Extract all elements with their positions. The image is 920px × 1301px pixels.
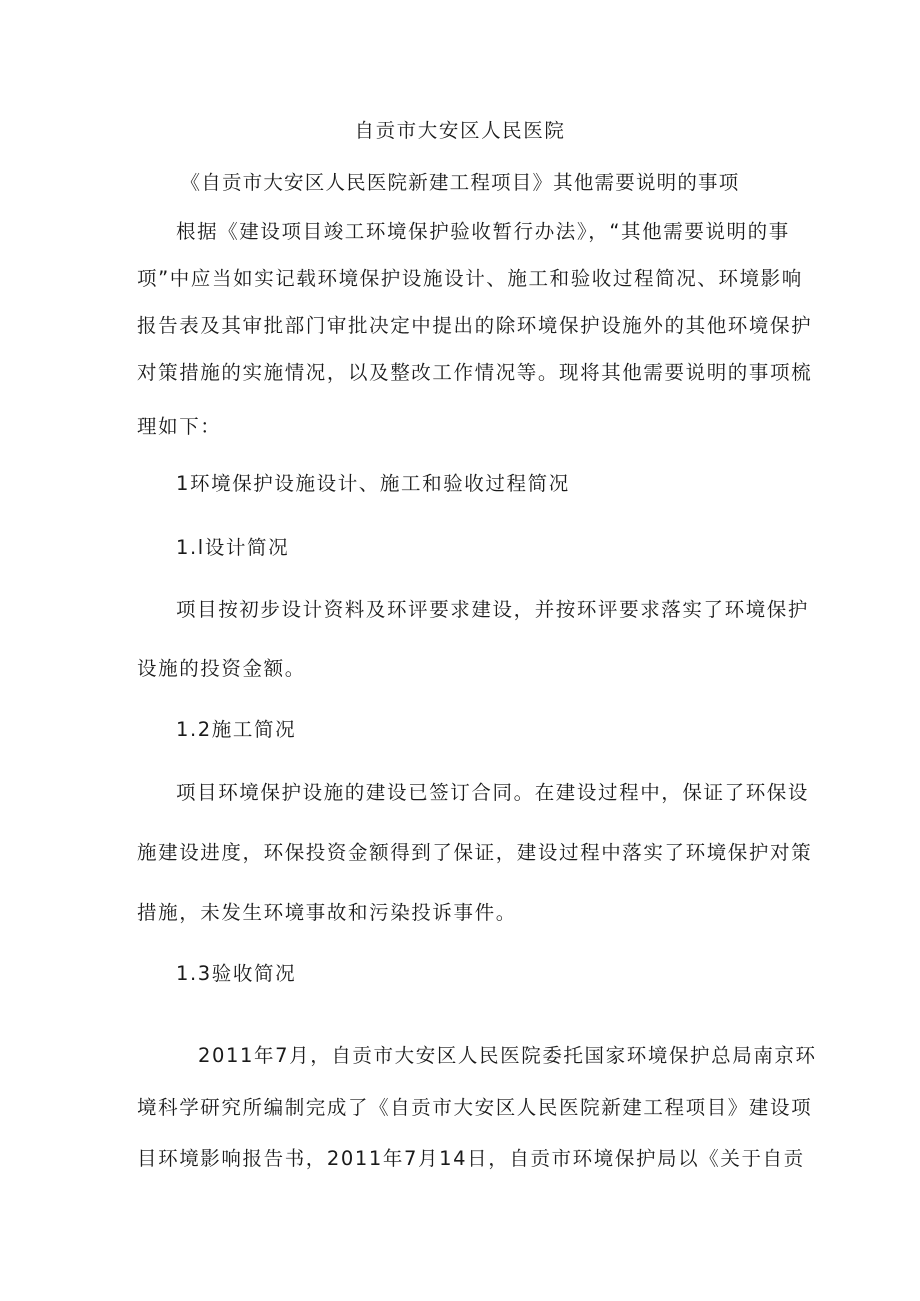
intro-line-4: 对策措施的实施情况，以及整改工作情况等。现将其他需要说明的事项梳 (137, 361, 813, 384)
section-1-1-line-1: 项目按初步设计资料及环评要求建设，并按环评要求落实了环境保护 (176, 598, 810, 621)
section-1-3-heading: 1.3验收简况 (176, 962, 297, 985)
intro-line-5: 理如下： (137, 415, 222, 438)
intro-line-2: 项”中应当如实记载环境保护设施设计、施工和验收过程简况、环境影响 (137, 267, 803, 290)
intro-line-3: 报告表及其审批部门审批决定中提出的除环境保护设施外的其他环境保护 (137, 314, 813, 337)
section-1-2-line-1: 项目环境保护设施的建设已签订合同。在建设过程中，保证了环保设 (176, 781, 810, 804)
document-title: 自贡市大安区人民医院 (354, 119, 566, 142)
section-1-3-line-1: 2011年7月，自贡市大安区人民医院委托国家环境保护总局南京环 (198, 1044, 817, 1067)
section-1-2-line-2: 施建设进度，环保投资金额得到了保证，建设过程中落实了环境保护对策 (137, 841, 813, 864)
section-1-3-line-2: 境科学研究所编制完成了《自贡市大安区人民医院新建工程项目》建设项 (137, 1096, 813, 1119)
intro-line-1: 根据《建设项目竣工环境保护验收暂行办法》，“其他需要说明的事 (176, 220, 790, 243)
section-1-1-line-2: 设施的投资金额。 (137, 657, 306, 680)
section-1-2-heading: 1.2施工简况 (176, 718, 297, 741)
section-1-heading: 1环境保护设施设计、施工和验收过程简况 (176, 472, 570, 495)
section-1-1-heading: 1.l设计简况 (176, 536, 290, 559)
section-1-2-line-3: 措施，未发生环境事故和污染投诉事件。 (137, 901, 517, 924)
document-subtitle: 《自贡市大安区人民医院新建工程项目》其他需要说明的事项 (180, 171, 740, 194)
section-1-3-line-3: 目环境影响报告书，2011年7月14日，自贡市环境保护局以《关于自贡 (137, 1147, 805, 1170)
